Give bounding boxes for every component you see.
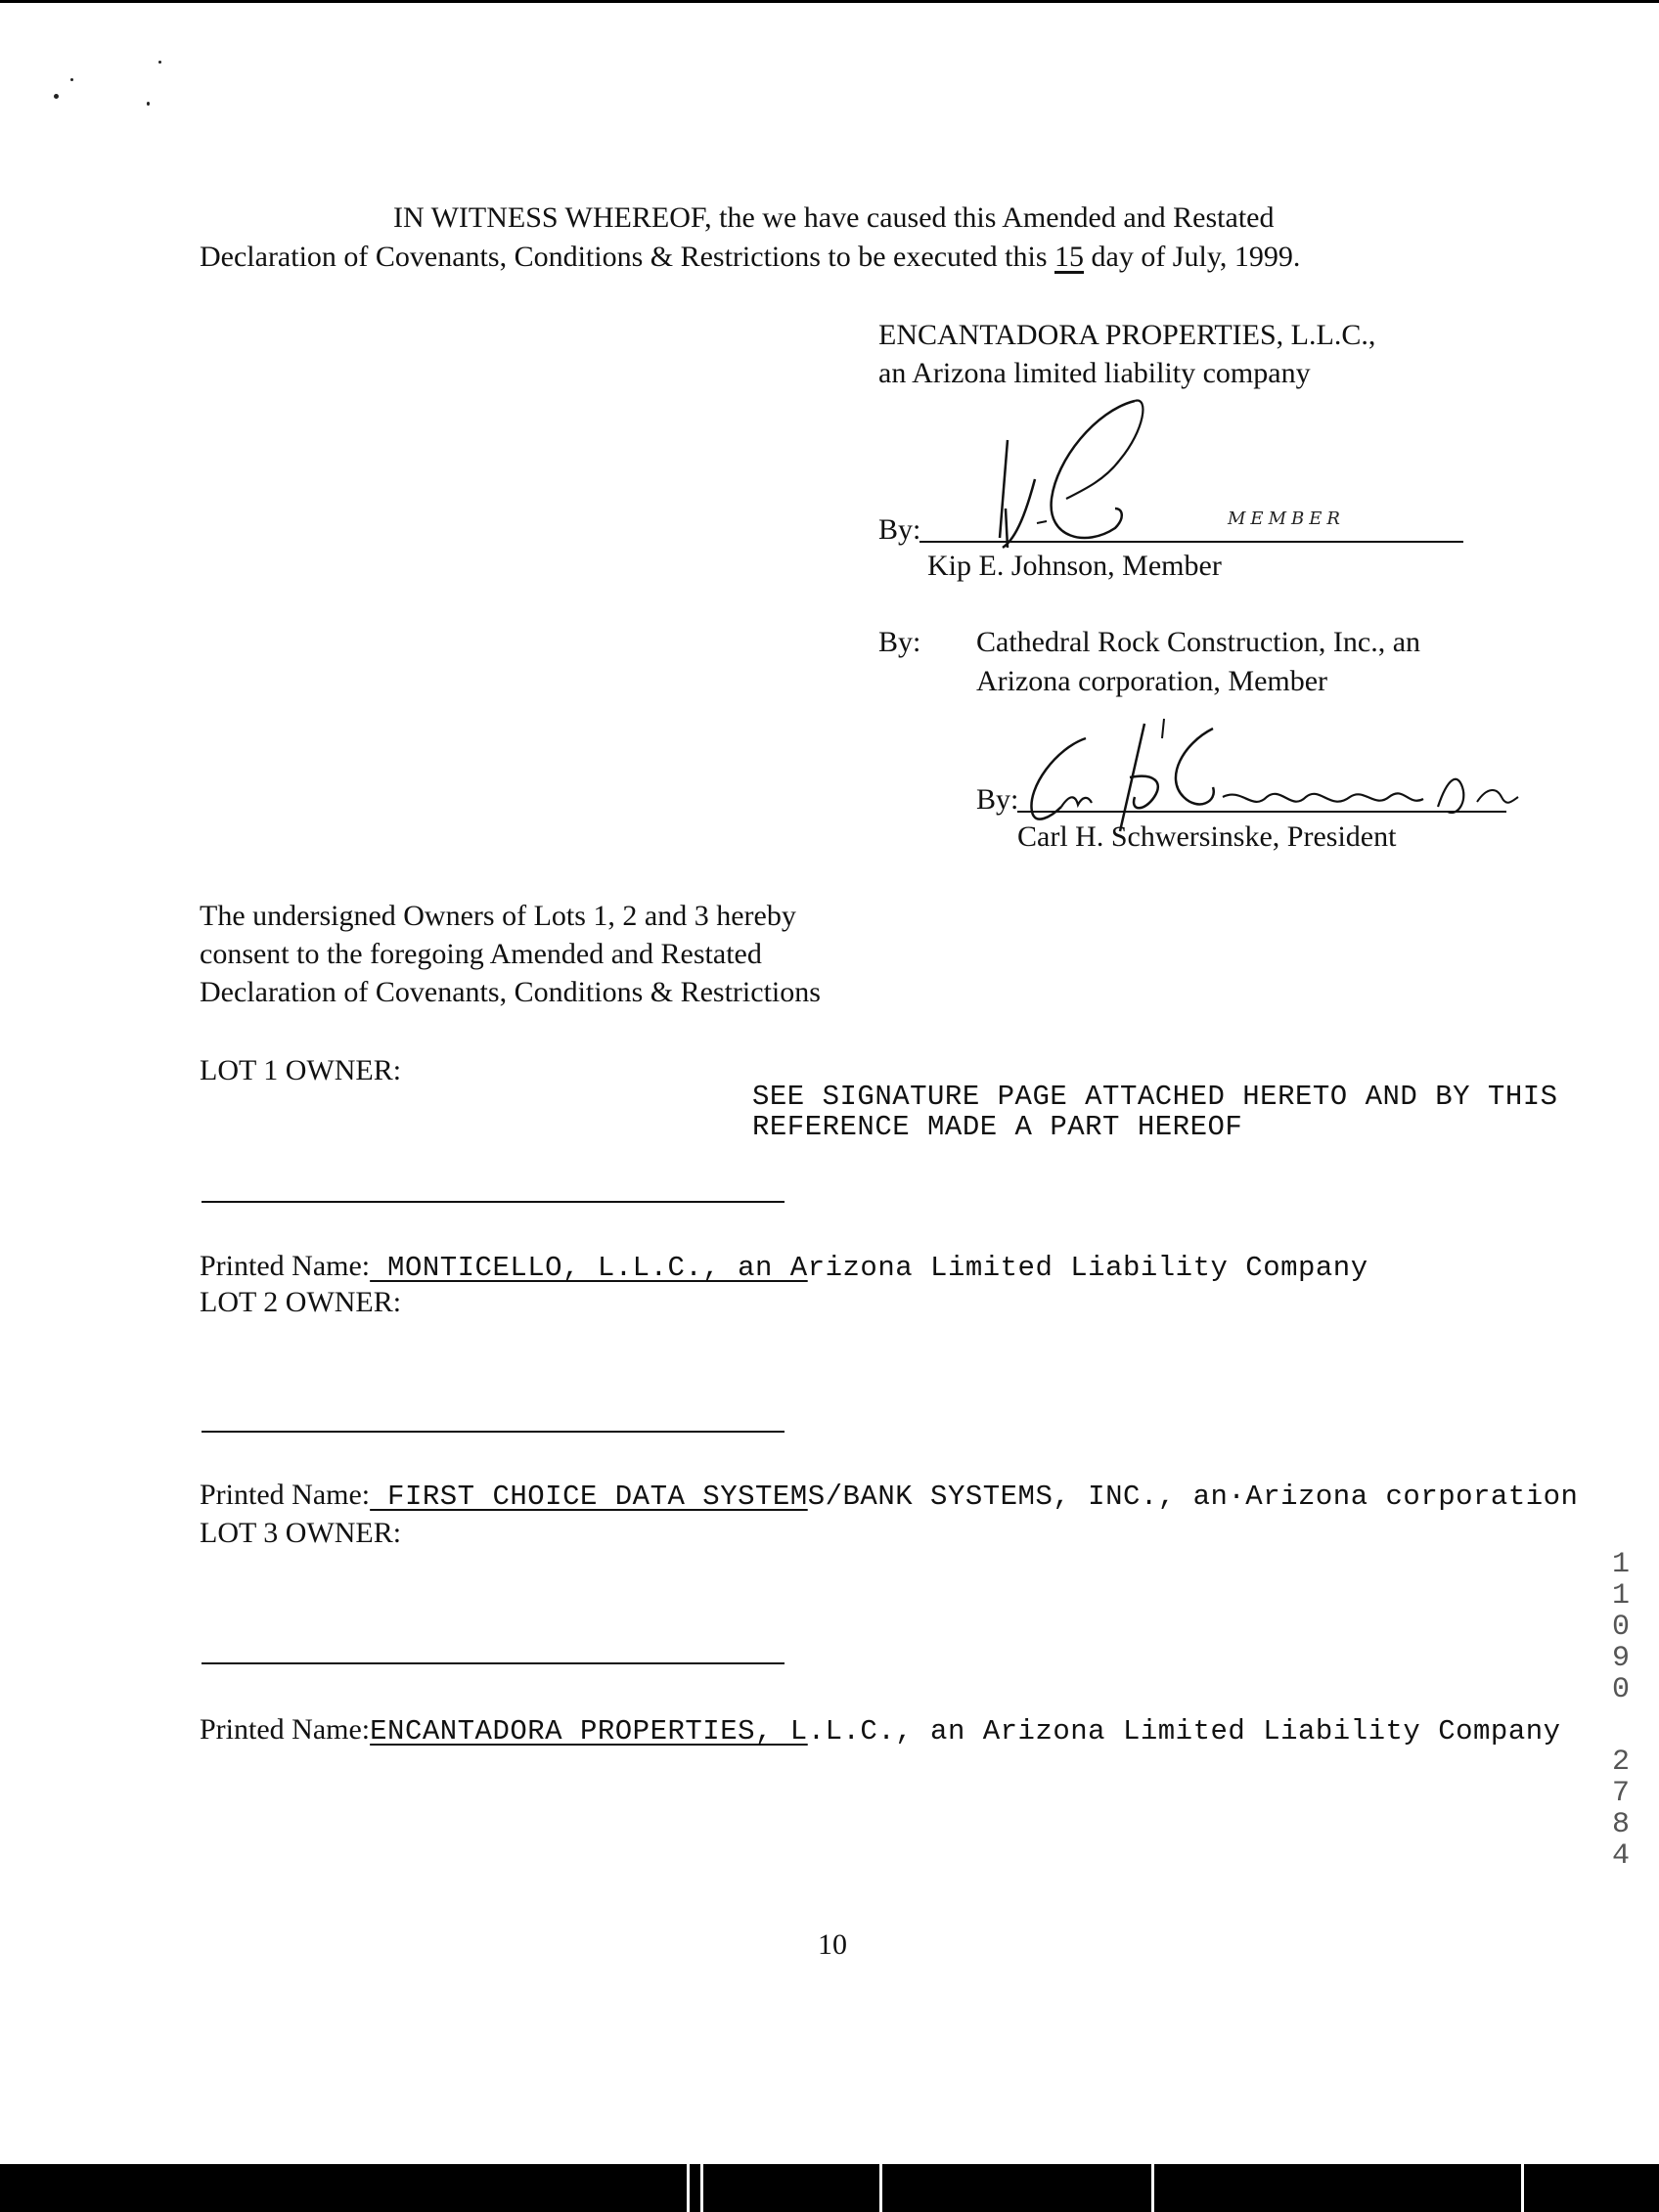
lot1-printed-value-underlined: MONTICELLO, L.L.C., an A: [370, 1252, 808, 1284]
recording-stamp-digit: 4: [1611, 1839, 1630, 1873]
page-number: 10: [818, 1928, 847, 1961]
scan-bar-mark: [700, 2164, 703, 2212]
consent-line-1: The undersigned Owners of Lots 1, 2 and 3 hereby: [200, 900, 796, 932]
execution-day: 15: [1054, 241, 1084, 273]
lot1-printed-label: Printed Name:: [200, 1250, 371, 1282]
signer1-signature: [949, 391, 1262, 557]
scan-bar-mark: [1521, 2164, 1524, 2212]
lot2-printed-label: Printed Name:: [200, 1479, 371, 1511]
scan-speck: [70, 78, 73, 81]
scan-top-edge: [0, 0, 1659, 3]
recording-stamp-digit: 7: [1611, 1777, 1630, 1810]
recording-stamp-digit: 1: [1611, 1579, 1630, 1613]
scan-speck: [54, 94, 59, 99]
scan-bar-mark: [879, 2164, 882, 2212]
member2-line-2: Arizona corporation, Member: [976, 665, 1328, 697]
recording-stamp-digit: 0: [1611, 1673, 1630, 1706]
lot2-owner-label: LOT 2 OWNER:: [200, 1286, 402, 1318]
lot2-printed-value-underlined: FIRST CHOICE DATA SYSTEM: [370, 1481, 808, 1513]
lot1-note-line-1: SEE SIGNATURE PAGE ATTACHED HERETO AND BY THIS: [752, 1081, 1558, 1113]
lot2-printed-value: S/BANK SYSTEMS, INC., an·Arizona corporation: [807, 1481, 1579, 1513]
lot3-owner-label: LOT 3 OWNER:: [200, 1517, 402, 1549]
lot1-note-line-2: REFERENCE MADE A PART HEREOF: [752, 1111, 1243, 1143]
recording-stamp-digit: 9: [1611, 1642, 1630, 1675]
scan-bar-mark: [1151, 2164, 1154, 2212]
scan-bar-mark: [687, 2164, 690, 2212]
lot3-printed-value-underlined: ENCANTADORA PROPERTIES, L: [370, 1715, 808, 1747]
consent-line-3: Declaration of Covenants, Conditions & Restrictions: [200, 976, 821, 1008]
lot1-printed-value: rizona Limited Liability Company: [807, 1252, 1368, 1284]
witness-line-2: [200, 238, 1300, 277]
lot2-printed-name: [200, 1476, 1578, 1515]
witness-line-2-start: Declaration of Covenants, Conditions & Restrictions to be executed this: [200, 241, 1054, 273]
signer1-printed-name: Kip E. Johnson, Member: [927, 550, 1222, 582]
lot2-signature-line: [202, 1431, 785, 1433]
lot3-printed-value: .L.C., an Arizona Limited Liability Company: [807, 1715, 1561, 1747]
company-type: an Arizona limited liability company: [878, 357, 1311, 389]
lot1-signature-line: [202, 1201, 785, 1203]
lot1-printed-name: [200, 1247, 1368, 1286]
recording-stamp-digit: 8: [1611, 1808, 1630, 1841]
consent-line-2: consent to the foregoing Amended and Restated: [200, 938, 762, 970]
member2-line-1: Cathedral Rock Construction, Inc., an: [976, 626, 1421, 658]
lot1-owner-label: LOT 1 OWNER:: [200, 1054, 402, 1086]
signer2-by-label: By:: [976, 783, 1019, 816]
company-name: ENCANTADORA PROPERTIES, L.L.C.,: [878, 319, 1376, 351]
signer2-printed-name: Carl H. Schwersinske, President: [1017, 820, 1397, 853]
recording-stamp-digit: 2: [1611, 1746, 1630, 1779]
recording-stamp-digit: 0: [1611, 1611, 1630, 1644]
witness-line-2-end: day of July, 1999.: [1084, 241, 1301, 273]
witness-line-1: IN WITNESS WHEREOF, the we have caused this Amended and Restated: [393, 201, 1275, 234]
lot3-printed-label: Printed Name:: [200, 1713, 371, 1746]
scan-bottom-bar: [0, 2164, 1659, 2212]
scan-speck: [158, 61, 161, 64]
lot3-printed-name: [200, 1710, 1561, 1749]
recording-stamp-digit: 1: [1611, 1548, 1630, 1581]
signer1-handwritten-note: MEMBER: [1228, 509, 1345, 529]
member2-by-label: By:: [878, 626, 921, 658]
lot3-signature-line: [202, 1662, 785, 1664]
scan-speck: [147, 102, 150, 106]
signer1-by-label: By:: [878, 513, 921, 546]
